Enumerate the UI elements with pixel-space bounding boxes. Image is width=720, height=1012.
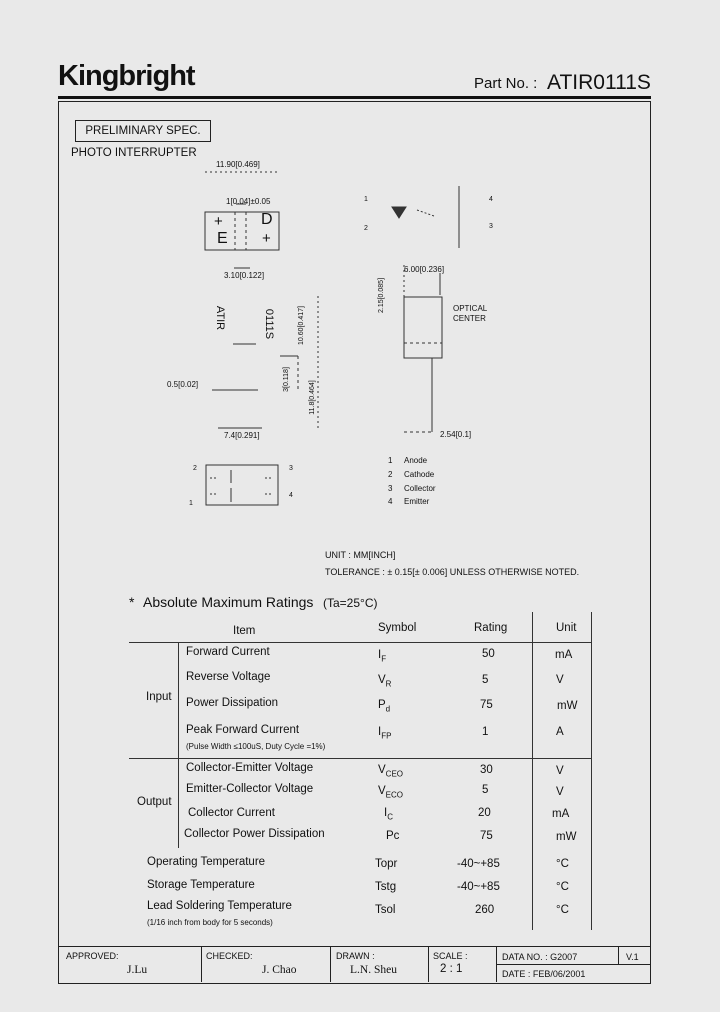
checked-label: CHECKED:	[206, 951, 253, 961]
bottom-pin2: 2	[193, 465, 197, 472]
legend-3-num: 3	[388, 484, 393, 493]
row-rating: 5	[482, 674, 489, 686]
pulse-note: (Pulse Width ≤100uS, Duty Cycle =1%)	[186, 742, 326, 751]
footer-div-1	[201, 946, 202, 982]
dim-1180: 11.8[0.464]	[308, 380, 316, 415]
row-unit: °C	[556, 881, 569, 893]
col-unit: Unit	[556, 622, 577, 634]
row-unit: °C	[556, 904, 569, 916]
approved-by: J.Lu	[127, 964, 148, 976]
dim-1060: 10.60[0.417]	[297, 306, 305, 345]
approved-label: APPROVED:	[66, 951, 119, 961]
row-symbol: $I_F$	[378, 649, 387, 664]
footer-mid-rule	[496, 964, 650, 965]
row-item: Operating Temperature	[147, 856, 266, 868]
schem-pin4: 4	[489, 196, 493, 203]
part-number-label: Part No. :	[474, 75, 538, 92]
row-item: Storage Temperature	[147, 879, 255, 891]
row-unit: V	[556, 786, 564, 798]
row-rating: 1	[482, 726, 489, 738]
dim-slot: 1[0.04]±0.05	[226, 197, 271, 206]
row-unit: A	[556, 726, 564, 738]
version: V.1	[626, 952, 639, 962]
footer-top-rule	[58, 946, 650, 947]
table-right-rule	[591, 612, 592, 930]
row-item: Lead Soldering Temperature	[147, 900, 292, 912]
face-d: D	[261, 211, 273, 228]
product-type: PHOTO INTERRUPTER	[71, 147, 197, 159]
date: DATE : FEB/06/2001	[502, 969, 586, 979]
row-unit: mW	[556, 831, 577, 843]
face-e: E	[217, 230, 228, 247]
row-rating: -40~+85	[457, 858, 500, 870]
tolerance-note: TOLERANCE : ± 0.15[± 0.006] UNLESS OTHERWISE NOTED.	[325, 567, 580, 577]
optical-center-1: OPTICAL	[453, 304, 488, 313]
dim-254: 2.54[0.1]	[440, 430, 472, 439]
dim-74: 7.4[0.291]	[224, 431, 260, 440]
row-unit: °C	[556, 858, 569, 870]
ratings-star: *	[129, 594, 135, 610]
footer-div-5	[618, 946, 619, 964]
dim-05: 0.5[0.02]	[167, 380, 199, 389]
row-unit: mA	[552, 808, 570, 820]
schem-pin2: 2	[364, 225, 368, 232]
col-item: Item	[233, 625, 256, 637]
drawn-by: L.N. Sheu	[350, 964, 397, 976]
row-item: Emitter-Collector Voltage	[186, 783, 314, 795]
col-symbol: Symbol	[378, 622, 417, 634]
unit-divider	[532, 612, 533, 930]
bottom-pin3: 3	[289, 465, 293, 472]
footer-div-3	[428, 946, 429, 982]
dim-310: 3.10[0.122]	[224, 271, 265, 280]
row-unit: V	[556, 674, 564, 686]
dim-width: 11.90[0.469]	[216, 160, 260, 169]
row-rating: 20	[478, 807, 491, 819]
ratings-title: Absolute Maximum Ratings	[143, 594, 314, 610]
row-symbol: $V_{ECO}$	[378, 785, 404, 800]
data-number: DATA NO. : G2007	[502, 952, 578, 962]
legend-2-label: Cathode	[404, 470, 435, 479]
body-text-right: 0111S	[263, 308, 276, 340]
scale-label: SCALE :	[433, 951, 468, 961]
row-item: Forward Current	[186, 646, 270, 658]
row-rating: 50	[482, 648, 495, 660]
row-rating: -40~+85	[457, 881, 500, 893]
legend-1-num: 1	[388, 456, 393, 465]
row-symbol: $V_R$	[378, 674, 392, 689]
row-symbol: $V_{CEO}$	[378, 764, 404, 779]
row-unit: mW	[557, 700, 578, 712]
row-symbol: Topr	[375, 858, 398, 870]
row-rating: 75	[480, 699, 493, 711]
row-symbol: $I_C$	[384, 807, 393, 822]
schem-pin3: 3	[489, 223, 493, 230]
group-divider	[178, 642, 179, 848]
dim-600: 6.00[0.236]	[404, 265, 445, 274]
row-rating: 5	[482, 784, 489, 796]
row-item: Peak Forward Current	[186, 724, 300, 736]
brand-logo: Kingbright	[58, 60, 195, 92]
schem-pin1: 1	[364, 196, 368, 203]
row-symbol: $P_d$	[378, 699, 391, 714]
body-text-left: ATIR	[214, 305, 227, 331]
row-item: Collector Power Dissipation	[184, 828, 325, 840]
preliminary-spec-box: PRELIMINARY SPEC.	[75, 120, 211, 142]
group-input: Input	[146, 691, 172, 703]
row-item: Collector Current	[188, 807, 275, 819]
row-unit: mA	[555, 649, 573, 661]
bottom-pin1: 1	[189, 500, 193, 507]
row-rating: 30	[480, 764, 493, 776]
group-output: Output	[137, 796, 172, 808]
part-number: ATIR0111S	[547, 71, 651, 94]
row-item: Power Dissipation	[186, 697, 279, 709]
dim-118: 3[0.118]	[282, 367, 290, 392]
row-symbol: Tstg	[375, 881, 397, 893]
unit-note: UNIT : MM[INCH]	[325, 550, 396, 560]
optical-center-2: CENTER	[453, 314, 486, 323]
legend-4-num: 4	[388, 497, 393, 506]
footer-div-2	[330, 946, 331, 982]
col-rating: Rating	[474, 622, 508, 634]
row-rating: 75	[480, 830, 493, 842]
checked-by: J. Chao	[262, 964, 297, 976]
row-symbol: $I_{FP}$	[378, 726, 392, 741]
face-plus-right: +	[262, 230, 271, 247]
face-plus-left: +	[214, 213, 223, 230]
row-item: Collector-Emitter Voltage	[186, 762, 314, 774]
legend-1-label: Anode	[404, 456, 428, 465]
drawn-label: DRAWN :	[336, 951, 375, 961]
table-header-rule	[129, 642, 592, 643]
row-item: Reverse Voltage	[186, 671, 271, 683]
dim-215: 2.15[0.085]	[378, 277, 386, 314]
row-rating: 260	[475, 904, 495, 916]
row-symbol: Pc	[386, 830, 400, 842]
legend-2-num: 2	[388, 470, 393, 479]
legend-4-label: Emitter	[404, 497, 430, 506]
table-group-rule	[129, 758, 592, 759]
legend-3-label: Collector	[404, 484, 436, 493]
row-unit: V	[556, 765, 564, 777]
ratings-condition: (Ta=25°C)	[323, 596, 378, 610]
row-symbol: Tsol	[375, 904, 396, 916]
bottom-pin4: 4	[289, 492, 293, 499]
scale-value: 2 : 1	[440, 963, 463, 975]
solder-note: (1/16 inch from body for 5 seconds)	[147, 918, 273, 927]
